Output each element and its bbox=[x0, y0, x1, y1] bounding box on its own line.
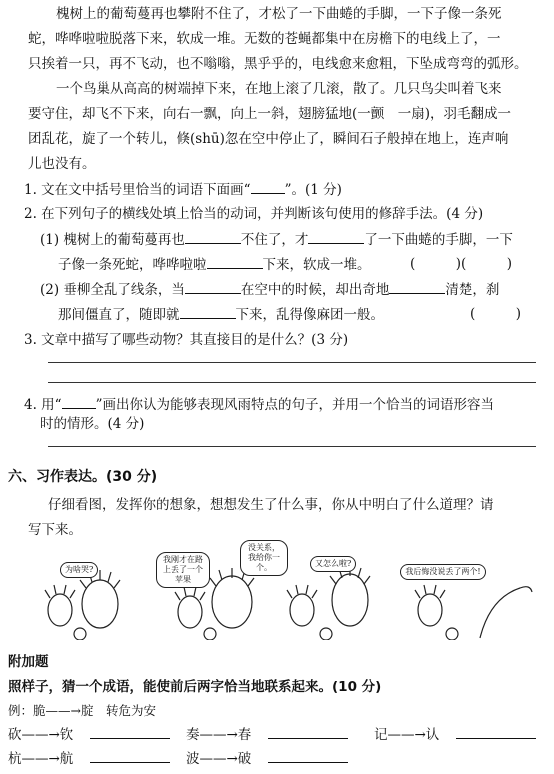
idiom-item-label: 奏——→春 bbox=[186, 727, 252, 743]
speech-bubble: 我后悔没说丢了两个! bbox=[400, 564, 486, 580]
idiom-answer-blank[interactable] bbox=[90, 748, 170, 763]
passage-line: 槐树上的葡萄蔓再也攀附不住了，才松了一下曲蜷的手脚，一下子像一条死 bbox=[56, 6, 502, 22]
q4-text: ”画出你认为能够表现风雨特点的句子，并用一个恰当的词语形容当 bbox=[95, 397, 494, 413]
q2-1-text: (1) 槐树上的葡萄蔓再也 bbox=[40, 232, 185, 248]
answer-line[interactable] bbox=[48, 446, 536, 447]
answer-line[interactable] bbox=[48, 362, 536, 363]
question-4-cont: 时的情形。(4 分) bbox=[40, 416, 145, 432]
idiom-answer-blank[interactable] bbox=[456, 724, 536, 739]
idiom-answer-blank[interactable] bbox=[268, 724, 348, 739]
question-2-1-line2 bbox=[58, 254, 371, 275]
question-1 bbox=[24, 179, 342, 200]
speech-bubble: 我刚才在路上丢了一个苹果 bbox=[156, 552, 210, 588]
q4-text: 4. 用“ bbox=[24, 397, 62, 413]
idiom-item-label: 波——→破 bbox=[186, 751, 252, 767]
fill-blank[interactable] bbox=[185, 229, 241, 244]
q2-1-text: 了一下曲蜷的手脚，一下 bbox=[364, 232, 513, 248]
passage-line: 蛇，哗哗啦啦脱落下来，软成一堆。无数的苍蝇都集中在房檐下的电线上了，一 bbox=[28, 31, 501, 47]
fill-blank[interactable] bbox=[389, 279, 445, 294]
extra-instruction: 照样子，猜一个成语，能使前后两字恰当地联系起来。(10 分) bbox=[8, 679, 382, 695]
q1-text-after: ”。(1 分) bbox=[284, 182, 342, 198]
idiom-item bbox=[8, 748, 170, 769]
fill-blank[interactable] bbox=[308, 229, 364, 244]
question-2: 2. 在下列句子的横线处填上恰当的动词，并判断该句使用的修辞手法。(4 分) bbox=[24, 206, 484, 222]
answer-line[interactable] bbox=[48, 382, 536, 383]
extra-example: 例：脆——→腚 转危为安 bbox=[8, 703, 156, 718]
fill-blank[interactable] bbox=[185, 279, 241, 294]
passage-line: 儿也没有。 bbox=[28, 156, 96, 172]
passage-line: 要守住，却飞不下来，向右一飘，向上一斜，翅膀猛地(一颤 一扇)，羽毛翻成一 bbox=[28, 106, 512, 122]
q2-2-text: (2) 垂柳全乱了线条，当 bbox=[40, 282, 185, 298]
idiom-item bbox=[186, 724, 348, 745]
idiom-item bbox=[8, 724, 170, 745]
question-2-2-line1 bbox=[40, 279, 499, 300]
idiom-answer-blank[interactable] bbox=[268, 748, 348, 763]
q1-text-before: 1. 文在文中括号里恰当的词语下面画“ bbox=[24, 182, 251, 198]
passage-line: 一个鸟巢从高高的树端掉下来，在地上滚了几滚，散了。几只鸟尖叫着飞来 bbox=[56, 81, 502, 97]
speech-bubble: 没关系，我给你一个。 bbox=[240, 540, 288, 576]
underline-sample bbox=[251, 179, 285, 194]
question-3: 3. 文章中描写了哪些动物？其直接目的是什么？(3 分) bbox=[24, 332, 349, 348]
q2-2-text: 那间僵直了，随即就 bbox=[58, 307, 180, 323]
passage-line: 团乱花，旋了一个转儿，倏(shū)忽在空中停止了，瞬间石子般掉在地上，连声响 bbox=[28, 131, 509, 147]
idiom-item-label: 杭——→航 bbox=[8, 751, 74, 767]
section-6-prompt: 写下来。 bbox=[28, 522, 82, 538]
section-6-title: 六、习作表达。(30 分) bbox=[8, 469, 158, 485]
rhetoric-answer-parens[interactable]: ( ) bbox=[470, 306, 522, 322]
question-4 bbox=[24, 394, 494, 415]
comic-illustration bbox=[20, 543, 536, 640]
section-6-prompt: 仔细看图，发挥你的想象，想想发生了什么事，你从中明白了什么道理？请 bbox=[48, 497, 494, 513]
speech-bubble: 为啥哭? bbox=[60, 562, 98, 578]
idiom-item-label: 砍——→钦 bbox=[8, 727, 74, 743]
question-2-2-line2 bbox=[58, 304, 384, 325]
q2-2-text: 清楚，刹 bbox=[445, 282, 500, 298]
rhetoric-answer-parens[interactable]: ( )( ) bbox=[410, 256, 513, 272]
idiom-answer-blank[interactable] bbox=[90, 724, 170, 739]
q2-1-text: 不住了，才 bbox=[240, 232, 309, 248]
q2-2-text: 在空中的时候，却出奇地 bbox=[240, 282, 390, 298]
fill-blank[interactable] bbox=[207, 254, 263, 269]
passage-line: 只挨着一只，再不飞动，也不嗡嗡，黑乎乎的，电线愈来愈粗，下坠成弯弯的弧形。 bbox=[28, 56, 528, 72]
idiom-item bbox=[186, 748, 348, 769]
q2-2-text: 下来，乱得像麻团一般。 bbox=[235, 307, 384, 323]
idiom-item bbox=[374, 724, 536, 745]
fill-blank[interactable] bbox=[180, 304, 236, 319]
underline-sample bbox=[62, 394, 96, 409]
question-2-1-line1 bbox=[40, 229, 513, 250]
q2-1-text: 子像一条死蛇，哗哗啦啦 bbox=[58, 257, 207, 273]
extra-title: 附加题 bbox=[8, 654, 49, 670]
q2-1-text: 下来，软成一堆。 bbox=[262, 257, 371, 273]
speech-bubble: 又怎么啦? bbox=[310, 556, 356, 572]
idiom-item-label: 记——→认 bbox=[374, 727, 440, 743]
